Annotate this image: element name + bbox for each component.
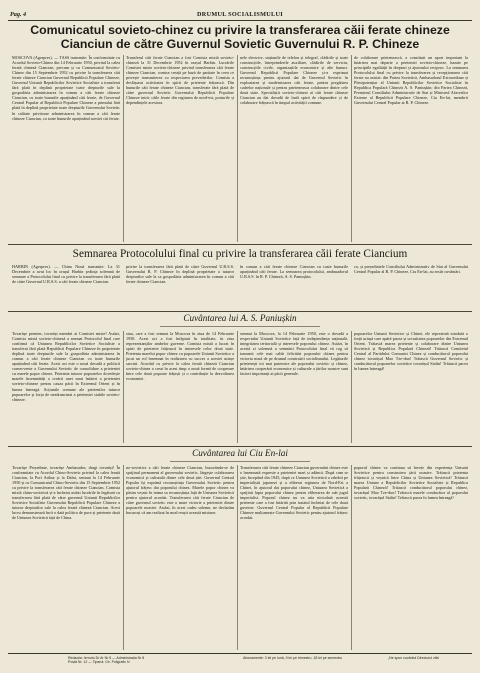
article2-headline: Semnarea Protocolului final cu privire la transferarea căii ferate Ciancium (72, 248, 408, 260)
footer-subscription: Abonamente: 3 lei pe lună, 9 lei pe trimestru, 18 lei pe semestru (243, 656, 343, 660)
article3-headline-underline (160, 326, 320, 327)
article4-column-2: no-sovietice a căii ferate chineze Ciancian, bucurându-se de sprijinul permanent al guvernului sovietic, lărgește colaborarea economică și culturală dintre cele două țări. Guvernul Central Popular își exprimă recunoștința Guvernului Sovietic pentru ajutorul frățesc dat poporului chinez. Marele popor chinez va păstra veșnic în inima sa recunoștința față de Uniunea Sovietică pentru ajutorul acordat. Transferarea căii ferate Ciancian de către guvernul sovietic este o mare victorie a prieteniei dintre popoarele noastre. Astăzi, în acest cadru solemn, ne declarăm bucuroși că am realizat în mod reușit această misiune. (126, 465, 234, 516)
article1-column-4: de colaborare prietenească, a constituit un aport important la întărirea mai departe a prieteniei sovieto-chineze, bazate pe principiile egalității în drepturi și ajutorului reciproc. La semnarea Protocolului final cu privire la transferarea și recepționarea căii ferate au asistat: din Partea Sovietică, Ambasadorul Extraordinar și Plenipotențiar al Uniunii Republicilor Sovietice Socialiste în Republica Populară Chineză A. S. Paniușkin; din Partea Chineză, Premierul Consiliului Administrativ de Stat și Ministrul Afacerilor Externe al Republicii Populare Chineze, Ciu En-lai, membrii Guvernului Central Popular ai R. P. Chineze. (354, 55, 468, 106)
article2-column-2: privire la transferarea fără plată de către Guvernul U.R.S.S. Guvernului R. P. Chineze în deplină proprietate a tuturor drepturilor sale la ca gospodăria administrarea în comun a căii ferate chineze Ciancian. (126, 264, 234, 285)
footer-line-1: Redacția: Iernutu Dr Ar Nr 5 — Administrația Nr 8 (68, 656, 145, 660)
article3-headline: Cuvântarea lui A. S. Paniușkin (183, 313, 297, 323)
column-rule (237, 55, 238, 242)
article1-headline-line1: Comunicatul sovieto-chinez cu privire la transferarea căii ferate chineze (30, 23, 450, 37)
article1-headline (12, 24, 468, 51)
article4-column-1: Tovarășe Președinte, tovarășe Ambasador, dragi tovarăși! În conformitate cu Acordul Chino-Sovietic privind la calea ferată Ciancian, la Port Arthur și la Dalni, semnat la 14 Februarie 1950 și cu Comunicatul Chino-Sovietic din 15 Septembrie 1952 cu privire la transferarea căii ferate chineze Ciancian, Comisia mixtă chino-sovietică și-a încheiat astăzi lucrările în legătură cu transferarea fără plată de către guvernul Uniunii Republicilor Sovietice Socialiste Guvernului Republicii Populare Chineze a tuturor drepturilor sale la calea ferată chineză Ciancian. Acest lucru demonstrează încă o dată politica de pace și prietenie dusă de Uniunea Sovietică față de China. (12, 465, 120, 521)
section-divider-1 (8, 244, 472, 245)
newspaper-name: DRUMUL SOCIALISMULUI (197, 11, 283, 18)
column-rule (237, 331, 238, 443)
footer-line-2: Poștă Nr. 12 — Tiparul: Ctr. Poligrafic N (68, 660, 130, 665)
page-footer (8, 653, 472, 670)
column-rule (123, 55, 124, 242)
article3-column-3: semnat la Moscova, la 14 Februarie 1950, este o dovadă a respectului Uniunii Sovietice față de independența națională, integritatea teritorială și interesele poporului chinez. Astăzi, în acestă zi solemnă a semnării Protocolului final vă rog să transmit cele mai calde felicitări poporului chinez pentru victoria nouă de pe drumul construirii socialismului. Legăturile prietenești tot mai puternice ale poporului sovietic și chinez, întărirea cooperării economice și culturale a țărilor noastre sunt factori importanți ai păcii generale. (240, 331, 348, 377)
article4-column-3: Transferarea căii ferate chineze Ciancian guvernului chinez este o însemnată expresie a prieteniei mari și adâncă. După cum se știe, începând din 1945, după ce Uniunea Sovietică a zdrobit pe imperialiștii japonezi și a eliberat regiunea de Nord-Est a Chinei, în ajutorul dat poporului chinez, Uniunea Sovietică a sprijinit lupta poporului chinez pentru eliberarea de sub jugul imperialist. Poporul chinez nu va uita niciodată această prietenie care a fost întărită prin tratatul încheiat de cele două guverne. Guvernul Central Popular al Republicii Populare Chineze mulțumește Guvernului Sovietic pentru ajutorul frățesc acordat. (240, 465, 348, 521)
column-rule (351, 331, 352, 443)
article3-column-4: popoarelor Uniunii Sovietice și Chinei, ele reprezintă totodată o forță uriașă care apără pacea și securitatea popoarelor din Extremul Orient. Trăiască marea prietenie și colaborare dintre Uniunea Sovietică și Republica Populară Chineză! Trăiască Comitetul Central al Partidului Comunist Chinez și conducătorul poporului chinez tovarășul Mao Tze-dun! Trăiască Guvernul Sovietic și conducătorul popoarelor sovietice tovarășul Stalin! Trăiască pacea în lumea întreagă! (354, 331, 468, 372)
footer-director: „Ne spun cuvântul Directorul zilei (388, 656, 440, 660)
column-rule (351, 55, 352, 242)
article1-headline-line2: Cianciun de către Guvernul Sovietic Guvernului R. P. Chineze (60, 36, 420, 51)
column-rule (237, 465, 238, 650)
page-number: Pag. 4 (10, 11, 27, 18)
section-divider-3 (8, 446, 472, 447)
article1-column-3: nele electrice, stațiunile de telefon și telegraf, clădirile și toate construcțiile, întreprinderile auxiliare, clădirile de serviciu, construcțiile civile, organizațiile economice și alte bunuri. Guvernul Republicii Populare Chineze și-a exprimat recunoștința pentru ajutorul dat de Guvernul Sovietic în exploatarea și modernizarea căii ferate, pentru pregătirea cadrelor naționale și pentru prieteneasca colaborare dintre cele două state. Specialiștii sovieto-chinezi ai căii ferate chineze Ciancian au dat dovadă de înalt spirit de răspundere și de colaborare frățească în timpul activității comune. (240, 55, 348, 106)
masthead-bar (8, 8, 472, 21)
section-divider-2 (8, 311, 472, 312)
column-rule (123, 331, 124, 443)
article4-column-4: poporul chinez va continua să învețe din experiența Uniunii Sovietice pentru construirea țării noastre. Trăiască prietenia frățească și veșnică între China și Uniunea Sovietică! Trăiască marea Uniune a Republicilor Sovietice Socialiste și Republica Populară Chineză! Trăiască conducătorul poporului chinez, tovarășul Mao Tze-dun! Trăiască marele conducător al poporului sovietic, tovarășul Stalin! Trăiască pacea în lumea întreagă! (354, 465, 468, 501)
article4-headline-underline (170, 461, 310, 462)
column-rule (123, 465, 124, 650)
article4-headline: Cuvântarea lui Ciu En-lai (192, 448, 288, 458)
column-rule (351, 465, 352, 650)
footer-redaction (68, 656, 198, 665)
article2-column-3: în comun a căii ferate chineze Ciancian cu toate bunurile aparținând căii ferate. La semnarea protocolului, ambasadorul U.R.S.S. în R. P. Chineză, A. S. Paniușkin. (240, 264, 348, 280)
article1-column-1: MOSCOVA (Agerpres). — TASS transmite: În conformitate cu Acordul Sovieto-Chinez din 14 Februarie 1950, privind la calea ferată chineză Ciancian, precum și cu Comunicatul Sovieto-Chinez din 15 Septembrie 1952 cu privire la transferarea căii ferate chineze Ciancian Guvernul Republicii Populare Chineze, Guvernul Uniunii Republicilor Sovietice Socialiste a transferat fără plată în deplină proprietate toate drepturile sale la gospodăria administrarea în comun a căii ferate chineze Ciancian, cu toate bunurile aparținând căii ferate, de Guvernul Central Popular al Republicii Populare Chineze a primului fără plată în deplină proprietate toate drepturile Guvernului Sovietic în calitate privitoare administrarea în comun a căii ferate chineze Ciancian, cu toate bunurile aparținând acestei căi ferate. (12, 55, 120, 121)
article2-column-4: ca, și președintele Consiliului Administrativ de Stat al Guvernului Central Popular al R. P. Chineze, Ciu En-lai, au rostit cuvântări. (354, 264, 468, 275)
article1-column-2: Transferul căii ferate Ciancian a fost Comisia mixtă sovieto-chineză la 31 Decembrie 1952 în orașul Harbin. Lucrările Comisiei mixte sovieto-chineze privind transferarea căii ferate chineze Ciancian, comise creață pe bază de paritate în ceea ce privește transmiterea cu respectarea prevederilor. Comisia a desfășurat activitatea în spirit de prietenie frățească. Din bunurile căii ferate chineze Ciancian, transferate fără plată de către guvernul Sovietic Guvernului Republicii Populare Chineze intră: căile ferate din regiunea de nord-est, porturile și dependințele acestora. (126, 55, 234, 106)
article3-column-2: stau, care a fost semnat la Moscova în ziua de 14 Februarie 1950. Acest act a fost înfăptuit în totalitate, în ziua reprezentanților ambelor guverne. Comisia mixtă a lucrat în spirit de prietenie frățească în interesele celor două state. Prietenia marelui popor chinez cu popoarele Uniunii Sovietice a jucat un rol însemnat în realizarea cu succes a acestei uriașe sarcini. Acordul cu privire la calea ferată chineză Ciancian sovieto-chinez a creat în acest timp o nouă formă de cooperare între cele două popoare frățești și o contribuție la dezvoltarea economiei. (126, 331, 234, 382)
article3-column-1: Tovarășe premier, tovarăși membri ai Comisiei mixte! Astăzi, Comisia mixtă sovieto-chineză a semnat Protocolul final care confirmă că Uniunea Republicilor Sovietice Socialiste a transferat fără plată Republicii Populare Chineze în proprietate deplină toate drepturile sale la gospodăria administrarea în comun a căii ferate chineze Ciancian cu toate bunurile aparținând căii ferate. Acest act este o nouă dovadă a politicii consecvente a Guvernului Sovietic de consolidare a prieteniei cu marele popor chinez. Prietenia tuturor popoarelor dovedește marele însemnătăți a creării unei mari întăriri a prieteniei sovieto-chineze pentru cauza păcii în Extremul Orient și în lumea întreagă. Acțiunile comune ale prietenilor tuturor popoarelor și forța de nezdruncinat a prieteniei stabile sovieto-chineze. (12, 331, 120, 402)
article2-column-1: HARBIN (Agerpres). — China Nouă transmite: La 31 Decembrie a avut loc în orașul Harbin ședința solemnă de semnare a Protocolului final cu privire la transferarea fără plată de către Guvernul U.R.S.S. a căii ferate chineze Ciancian. (12, 264, 120, 285)
